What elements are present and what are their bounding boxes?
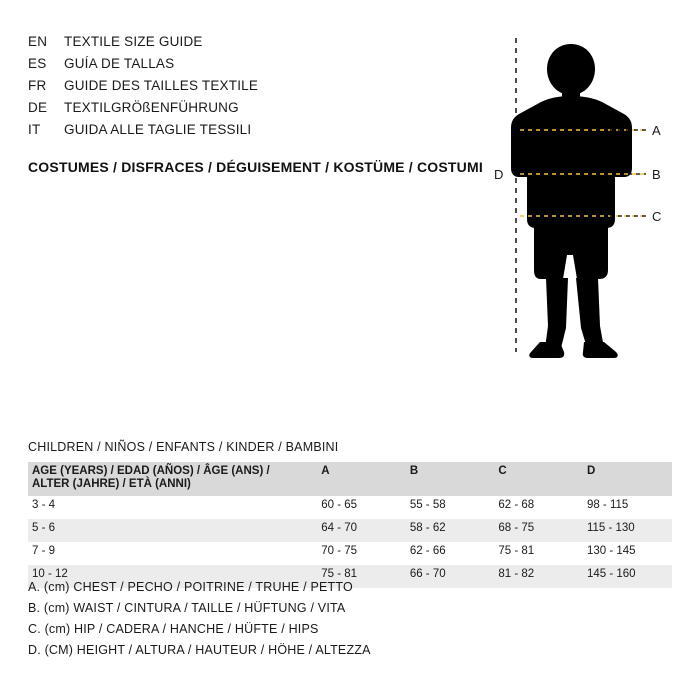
header-age-label xyxy=(28,462,317,496)
language-row-de xyxy=(28,100,458,122)
language-row-fr xyxy=(28,78,458,100)
measurement-figure xyxy=(460,30,680,370)
cell-a: 70 - 75 xyxy=(321,545,358,557)
cell-age: 3 - 4 xyxy=(32,499,56,511)
cell-age: 5 - 6 xyxy=(32,522,56,534)
cell-c: 81 - 82 xyxy=(498,568,535,580)
language-code-en: EN xyxy=(28,34,48,49)
header-col-b: B xyxy=(409,465,419,477)
table-caption: CHILDREN / NIÑOS / ENFANTS / KINDER / BAMBINI xyxy=(28,440,339,454)
cell-b: 66 - 70 xyxy=(409,568,446,580)
size-table-head xyxy=(28,462,672,496)
cell-d: 98 - 115 xyxy=(586,499,629,511)
cell-a: 75 - 81 xyxy=(321,568,358,580)
cell-a: 64 - 70 xyxy=(321,522,358,534)
legend-item-d: D. (CM) HEIGHT / ALTURA / HAUTEUR / HÖHE / ALTEZZA xyxy=(28,643,371,657)
language-code-fr: FR xyxy=(28,78,47,93)
cell-b: 62 - 66 xyxy=(409,545,446,557)
language-text-es: GUÍA DE TALLAS xyxy=(64,56,175,71)
legend-item-c: C. (cm) HIP / CADERA / HANCHE / HÜFTE / HIPS xyxy=(28,622,319,636)
cell-age: 7 - 9 xyxy=(32,545,56,557)
cell-a: 60 - 65 xyxy=(321,499,358,511)
table-row xyxy=(28,519,672,542)
category-heading: COSTUMES / DISFRACES / DÉGUISEMENT / KOSTÜME / COSTUMI xyxy=(28,159,483,175)
header-age-line2: ALTER (JAHRE) / ETÀ (ANNI) xyxy=(32,478,191,490)
language-row-en xyxy=(28,34,458,56)
header-col-d: D xyxy=(586,465,596,477)
language-text-en: TEXTILE SIZE GUIDE xyxy=(64,34,203,49)
cell-d: 115 - 130 xyxy=(586,522,635,534)
measurement-legend xyxy=(28,580,668,664)
marker-label-c: C xyxy=(652,209,662,224)
cell-d: 130 - 145 xyxy=(586,545,636,557)
child-silhouette xyxy=(511,44,632,358)
header-col-a: A xyxy=(321,465,330,477)
legend-item-b: B. (cm) WAIST / CINTURA / TAILLE / HÜFTUNG / VITA xyxy=(28,601,346,615)
cell-b: 58 - 62 xyxy=(409,522,446,534)
marker-label-a: A xyxy=(652,123,661,138)
language-row-es xyxy=(28,56,458,78)
size-table xyxy=(28,462,672,588)
table-row xyxy=(28,496,672,519)
language-text-fr: GUIDE DES TAILLES TEXTILE xyxy=(64,78,259,93)
header-col-c: C xyxy=(498,465,507,477)
cell-b: 55 - 58 xyxy=(409,499,446,511)
language-text-it: GUIDA ALLE TAGLIE TESSILI xyxy=(64,122,252,137)
cell-c: 75 - 81 xyxy=(498,545,535,557)
header-age-line1: AGE (YEARS) / EDAD (AÑOS) / ÂGE (ANS) / xyxy=(32,465,270,477)
cell-age: 10 - 12 xyxy=(32,568,68,580)
size-table-header-row xyxy=(28,462,672,496)
language-list xyxy=(28,34,458,144)
legend-item-a: A. (cm) CHEST / PECHO / POITRINE / TRUHE / PETTO xyxy=(28,580,353,594)
cell-c: 68 - 75 xyxy=(498,522,535,534)
language-code-es: ES xyxy=(28,56,47,71)
marker-label-b: B xyxy=(652,167,661,182)
marker-label-d: D xyxy=(494,167,504,182)
size-table-body xyxy=(28,496,672,588)
cell-c: 62 - 68 xyxy=(498,499,535,511)
language-row-it xyxy=(28,122,458,144)
language-code-de: DE xyxy=(28,100,48,115)
language-code-it: IT xyxy=(28,122,41,137)
language-text-de: TEXTILGRÖßENFÜHRUNG xyxy=(64,100,239,115)
table-row xyxy=(28,542,672,565)
cell-d: 145 - 160 xyxy=(586,568,636,580)
